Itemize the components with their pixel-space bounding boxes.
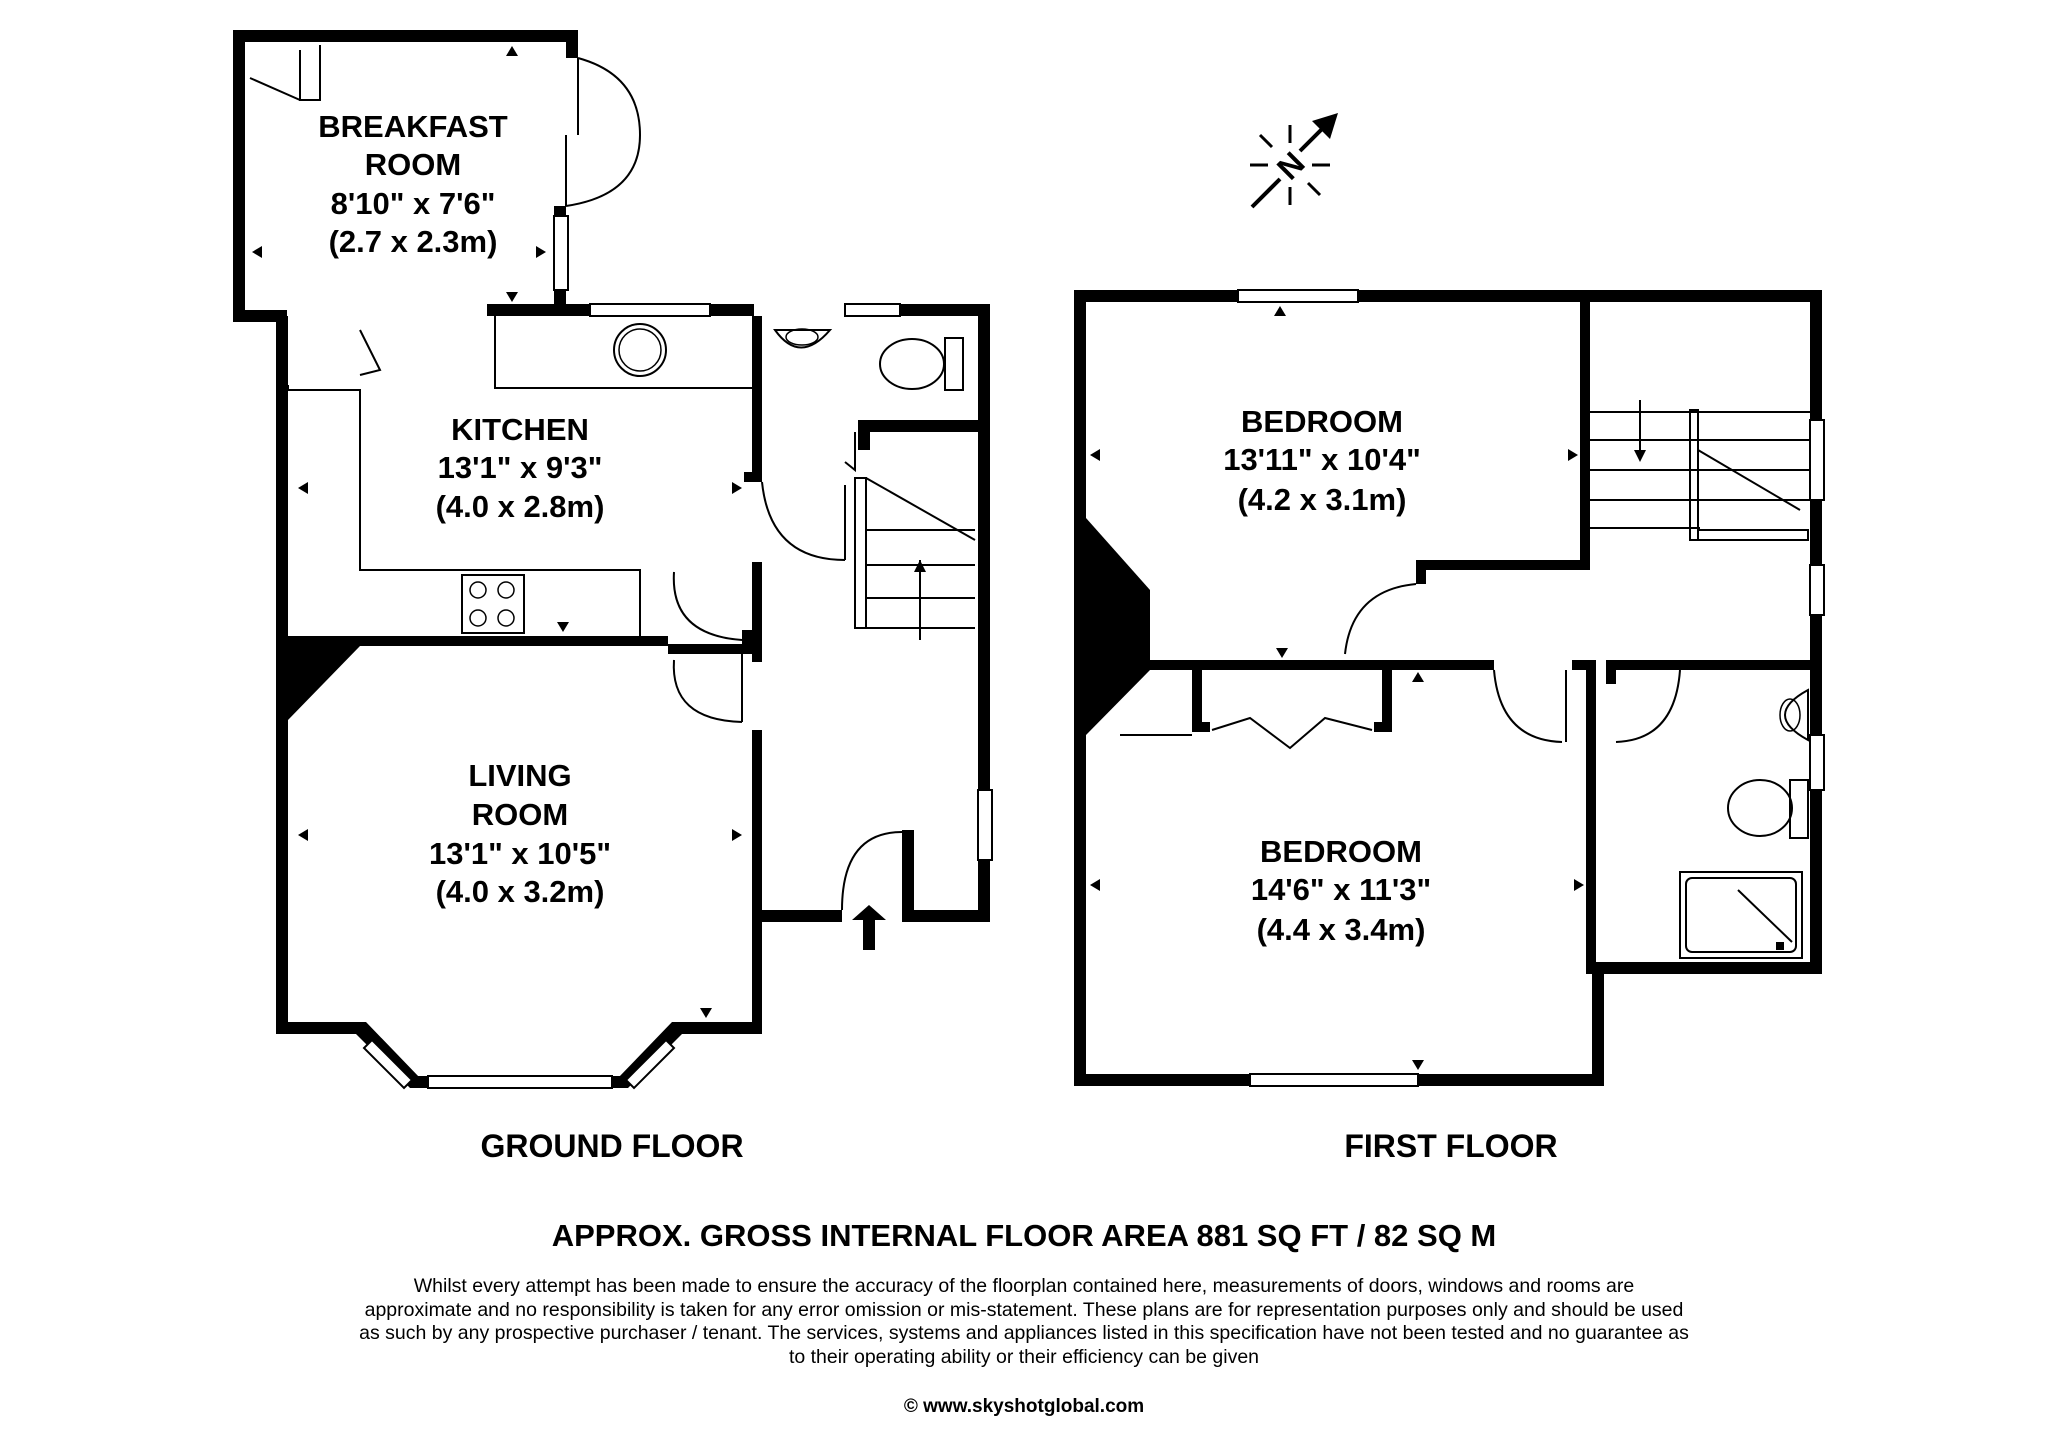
dimension-ticks xyxy=(252,46,742,1018)
wall xyxy=(898,304,990,316)
shower-icon xyxy=(1680,872,1802,958)
sink-icon xyxy=(1780,690,1808,740)
room-name-living-line1: LIVING xyxy=(468,758,572,793)
wall xyxy=(902,910,990,922)
floor-area-summary: APPROX. GROSS INTERNAL FLOOR AREA 881 SQ FT / 82 SQ M xyxy=(551,1218,1497,1253)
cupboard xyxy=(250,45,320,100)
staircase xyxy=(1590,400,1810,540)
toilet-icon xyxy=(880,338,963,390)
window xyxy=(845,304,900,316)
door-swing xyxy=(1494,670,1562,742)
window xyxy=(1810,420,1824,500)
french-door-right xyxy=(566,135,640,206)
window xyxy=(1810,735,1824,790)
wall xyxy=(752,922,762,1034)
sink-icon xyxy=(775,329,830,348)
window xyxy=(590,304,710,316)
room-name-bedroom-front: BEDROOM xyxy=(1260,834,1422,869)
wall xyxy=(1074,290,1086,1086)
chimney-breast xyxy=(288,646,360,720)
room-name-kitchen: KITCHEN xyxy=(451,412,589,447)
front-door-swing xyxy=(842,832,902,910)
room-dims-metric-kitchen: (4.0 x 2.8m) xyxy=(435,489,605,524)
hob-icon xyxy=(462,575,524,633)
room-dims-bedroom-front: 14'6" x 11'3" xyxy=(1250,872,1432,907)
wall xyxy=(233,30,578,42)
door-swing xyxy=(762,482,845,560)
wall xyxy=(276,316,288,1034)
toilet-icon xyxy=(1728,780,1808,838)
room-dims-kitchen: 13'1" x 9'3" xyxy=(437,450,603,485)
room-dims-metric-bedroom-front: (4.4 x 3.4m) xyxy=(1256,912,1426,947)
wall xyxy=(752,910,842,922)
door-swing xyxy=(674,660,742,722)
room-name-bedroom-rear: BEDROOM xyxy=(1241,404,1403,439)
first-floor-label: FIRST FLOOR xyxy=(1344,1128,1558,1164)
ground-floor-plan xyxy=(233,30,992,1088)
room-dims-metric-breakfast: (2.7 x 2.3m) xyxy=(328,224,498,259)
room-name-living-line2: ROOM xyxy=(471,797,569,832)
bay-window xyxy=(428,1076,612,1088)
window xyxy=(1238,290,1358,302)
wall xyxy=(487,304,574,316)
window xyxy=(554,216,568,290)
first-floor-plan xyxy=(1074,290,1824,1086)
wall xyxy=(276,636,668,646)
copyright-link[interactable]: © www.skyshotglobal.com xyxy=(903,1396,1145,1417)
wall xyxy=(1810,290,1822,972)
entrance-arrow-icon xyxy=(852,905,886,950)
wall xyxy=(1586,660,1596,974)
staircase xyxy=(845,432,975,640)
wall xyxy=(1580,302,1590,570)
wall xyxy=(752,316,762,480)
room-dims-breakfast: 8'10" x 7'6" xyxy=(330,186,496,221)
sink-icon xyxy=(614,324,666,376)
room-dims-bedroom-rear: 13'11" x 10'4" xyxy=(1223,442,1421,477)
room-name-breakfast-line2: ROOM xyxy=(364,147,462,182)
room-dims-metric-bedroom-rear: (4.2 x 3.1m) xyxy=(1237,482,1407,517)
disclaimer-text: Whilst every attempt has been made to ensure the accuracy of the floorplan contained here, measurements of doors, windows and rooms are approximate and no responsibility is taken for any error omission or mis-statement. These plans are for representation purposes only and should be used as such by any prospective purchaser / tenant. The services, systems and appliances listed in this specification have not been tested and no guarantee as to their operating ability or their efficiency can be given xyxy=(359,1275,1689,1368)
room-dims-metric-living: (4.0 x 3.2m) xyxy=(435,874,605,909)
wall xyxy=(233,30,245,322)
room-dims-living: 13'1" x 10'5" xyxy=(428,836,612,871)
door-swing xyxy=(674,572,742,640)
window xyxy=(1810,565,1824,615)
room-name-breakfast-line1: BREAKFAST xyxy=(318,109,508,144)
compass-letter: N xyxy=(1269,144,1312,187)
north-compass-icon xyxy=(1250,113,1338,207)
window xyxy=(978,790,992,860)
wardrobe xyxy=(1120,670,1392,748)
wall xyxy=(1074,290,1822,302)
chimney-breast xyxy=(1086,518,1150,735)
ground-floor-label: GROUND FLOOR xyxy=(480,1128,744,1164)
wall xyxy=(566,30,578,58)
window xyxy=(1250,1074,1418,1086)
wall xyxy=(752,730,762,922)
door-swing xyxy=(1345,584,1416,654)
french-door-left xyxy=(578,58,640,135)
door-swing xyxy=(1616,670,1680,742)
wall xyxy=(1150,660,1494,670)
wall xyxy=(858,420,990,432)
